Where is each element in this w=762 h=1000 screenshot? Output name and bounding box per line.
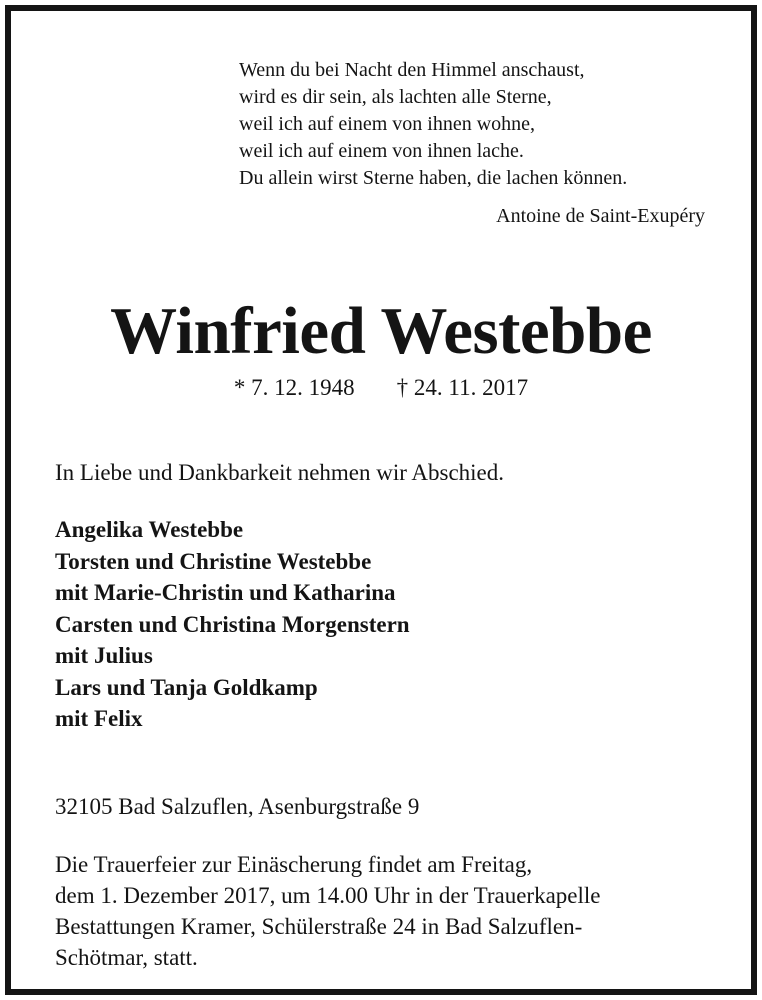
obituary-frame [5, 5, 757, 995]
mourner-item: mit Felix [55, 706, 143, 731]
ceremony-line: Die Trauerfeier zur Einäscherung findet am Freitag, [55, 852, 533, 877]
ceremony-line: Bestattungen Kramer, Schülerstraße 24 in Bad Salzuflen- [55, 914, 583, 939]
ceremony-line: Schötmar, statt. [55, 945, 198, 970]
quote-line: Wenn du bei Nacht den Himmel anschaust, [239, 59, 585, 81]
death-date: † 24. 11. 2017 [396, 375, 529, 400]
mourner-item: Carsten und Christina Morgenstern [55, 611, 410, 637]
mourner-item: mit Julius [55, 643, 153, 668]
mourners-list [55, 514, 410, 735]
deceased-name: Winfried Westebbe [110, 294, 652, 368]
quote-line: wird es dir sein, als lachten alle Sterne, [239, 86, 552, 108]
quote-block [239, 57, 739, 192]
quote-line: Du allein wirst Sterne haben, die lachen können. [239, 167, 628, 189]
quote-line: weil ich auf einem von ihnen lache. [239, 140, 524, 162]
quote-author: Antoine de Saint-Exupéry [496, 205, 705, 227]
family-address: 32105 Bad Salzuflen, Asenburgstraße 9 [55, 794, 420, 819]
mourner-item: Lars und Tanja Goldkamp [55, 674, 318, 700]
mourner-item: mit Marie-Christin und Katharina [55, 580, 396, 605]
life-dates [11, 373, 751, 403]
mourner-item: Angelika Westebbe [55, 517, 244, 542]
quote-line: weil ich auf einem von ihnen wohne, [239, 113, 536, 135]
birth-date: * 7. 12. 1948 [233, 375, 355, 400]
mourner-item: Torsten und Christine Westebbe [55, 548, 372, 574]
farewell-text: In Liebe und Dankbarkeit nehmen wir Abschied. [55, 460, 505, 485]
ceremony-notice [55, 849, 600, 973]
ceremony-line: dem 1. Dezember 2017, um 14.00 Uhr in der Trauerkapelle [55, 883, 601, 908]
